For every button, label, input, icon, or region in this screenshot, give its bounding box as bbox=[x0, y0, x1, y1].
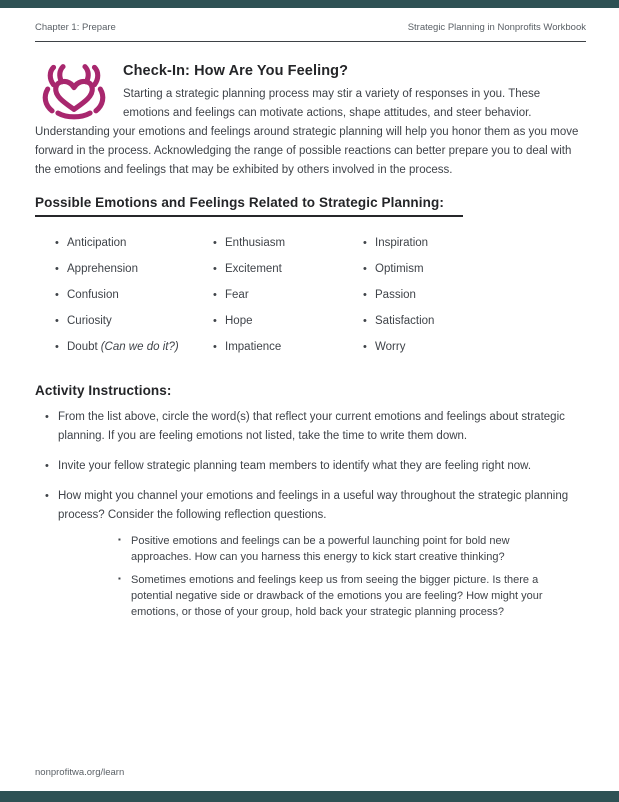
bullet-dot-icon: • bbox=[45, 460, 49, 472]
checkin-body: Starting a strategic planning process may stir a variety of responses in you. These emotions and feelings can motivate actions, shape attitudes, and steer behavior. Understanding your emotions and feelings around strategic planning will help you honor them as you move forward in the process. Acknowledging the range of possible reactions can better prepare you to deal with the emotions and feelings that may be exhibited by others involved in the process. bbox=[35, 88, 579, 176]
top-accent-bar bbox=[0, 0, 619, 8]
page-footer bbox=[35, 767, 124, 778]
bullet-dot-icon: • bbox=[45, 490, 49, 502]
bullet-dot-icon: • bbox=[55, 263, 59, 275]
emotion-item-doubt: • Doubt (Can we do it?) bbox=[55, 341, 179, 353]
bullet-dot-icon: • bbox=[363, 341, 367, 353]
footer-url: nonprofitwa.org/learn bbox=[35, 767, 125, 778]
activity-section bbox=[35, 383, 586, 620]
emotion-item: • Impatience bbox=[213, 341, 282, 353]
activity-bullet: • From the list above, circle the word(s) that reflect your current emotions and feelings about strategic planning. If you are feeling emotions not listed, take the time to write them down. bbox=[45, 408, 586, 446]
reflection-question-list bbox=[58, 533, 586, 620]
doubt-note: (Can we do it?) bbox=[100, 341, 179, 353]
emotions-heading-underline bbox=[35, 215, 463, 217]
page-content bbox=[35, 58, 586, 631]
bullet-dot-icon: • bbox=[55, 341, 59, 353]
bullet-square-icon: ▪ bbox=[118, 535, 121, 544]
bullet-dot-icon: • bbox=[363, 263, 367, 275]
emotions-heading: Possible Emotions and Feelings Related to Strategic Planning: bbox=[35, 195, 444, 210]
emotion-item: • Hope bbox=[213, 315, 253, 327]
emotions-list bbox=[35, 230, 586, 360]
activity-heading: Activity Instructions: bbox=[35, 383, 172, 398]
reflection-sub-bullet: ▪ Sometimes emotions and feelings keep us from seeing the bigger picture. Is there a potential negative side or drawback of the emotions you are feeling? How might your emotions, or those of your group, hold back your strategic planning process? bbox=[118, 572, 543, 620]
bullet-dot-icon: • bbox=[363, 315, 367, 327]
emotion-item: • Inspiration bbox=[363, 237, 429, 249]
bullet-dot-icon: • bbox=[363, 237, 367, 249]
checkin-title: Check-In: How Are You Feeling? bbox=[123, 63, 349, 79]
header-workbook-title: Strategic Planning in Nonprofits Workbook bbox=[407, 22, 586, 33]
bottom-accent-bar bbox=[0, 791, 619, 802]
emotion-item: • Confusion bbox=[55, 289, 119, 301]
activity-bullet-list bbox=[35, 408, 586, 620]
page-header bbox=[35, 22, 586, 42]
bullet-dot-icon: • bbox=[213, 263, 217, 275]
reflection-sub-bullet: ▪ Positive emotions and feelings can be a powerful launching point for bold new approaches. How can you harness this energy to kick start creative thinking? bbox=[118, 533, 543, 565]
emotion-item: • Anticipation bbox=[55, 237, 127, 249]
bullet-dot-icon: • bbox=[213, 315, 217, 327]
heart-hands-icon bbox=[36, 63, 112, 121]
emotion-item: • Satisfaction bbox=[363, 315, 435, 327]
bullet-dot-icon: • bbox=[363, 289, 367, 301]
emotion-item: • Excitement bbox=[213, 263, 282, 275]
bullet-dot-icon: • bbox=[45, 411, 49, 423]
emotion-item: • Apprehension bbox=[55, 263, 138, 275]
bullet-dot-icon: • bbox=[213, 237, 217, 249]
emotion-item: • Worry bbox=[363, 341, 406, 353]
bullet-square-icon: ▪ bbox=[118, 574, 121, 583]
emotion-item: • Enthusiasm bbox=[213, 237, 286, 249]
header-chapter-label: Chapter 1: Prepare bbox=[35, 22, 116, 33]
bullet-dot-icon: • bbox=[213, 289, 217, 301]
checkin-section bbox=[35, 58, 586, 180]
emotions-section bbox=[35, 195, 586, 360]
bullet-dot-icon: • bbox=[55, 237, 59, 249]
bullet-dot-icon: • bbox=[55, 315, 59, 327]
emotion-item: • Curiosity bbox=[55, 315, 112, 327]
emotion-item: • Fear bbox=[213, 289, 249, 301]
bullet-dot-icon: • bbox=[55, 289, 59, 301]
activity-bullet: • How might you channel your emotions and feelings in a useful way throughout the strategic planning process? Consider the following reflection questions. ▪ Positive emotions and feelings can be a powerful launching point for bold new approaches. How can you harness this energy to kick start creative thinking? ▪ Sometimes emotions and feelings keep us from seeing the bigger picture. Is there a potential negative side or drawback of the emotions you are feeling? How might your emotions, or those of your group, hold back your strategic planning process? bbox=[45, 487, 586, 620]
emotion-item: • Optimism bbox=[363, 263, 424, 275]
emotion-item: • Passion bbox=[363, 289, 416, 301]
activity-bullet: • Invite your fellow strategic planning team members to identify what they are feeling right now. bbox=[45, 457, 586, 476]
bullet-dot-icon: • bbox=[213, 341, 217, 353]
